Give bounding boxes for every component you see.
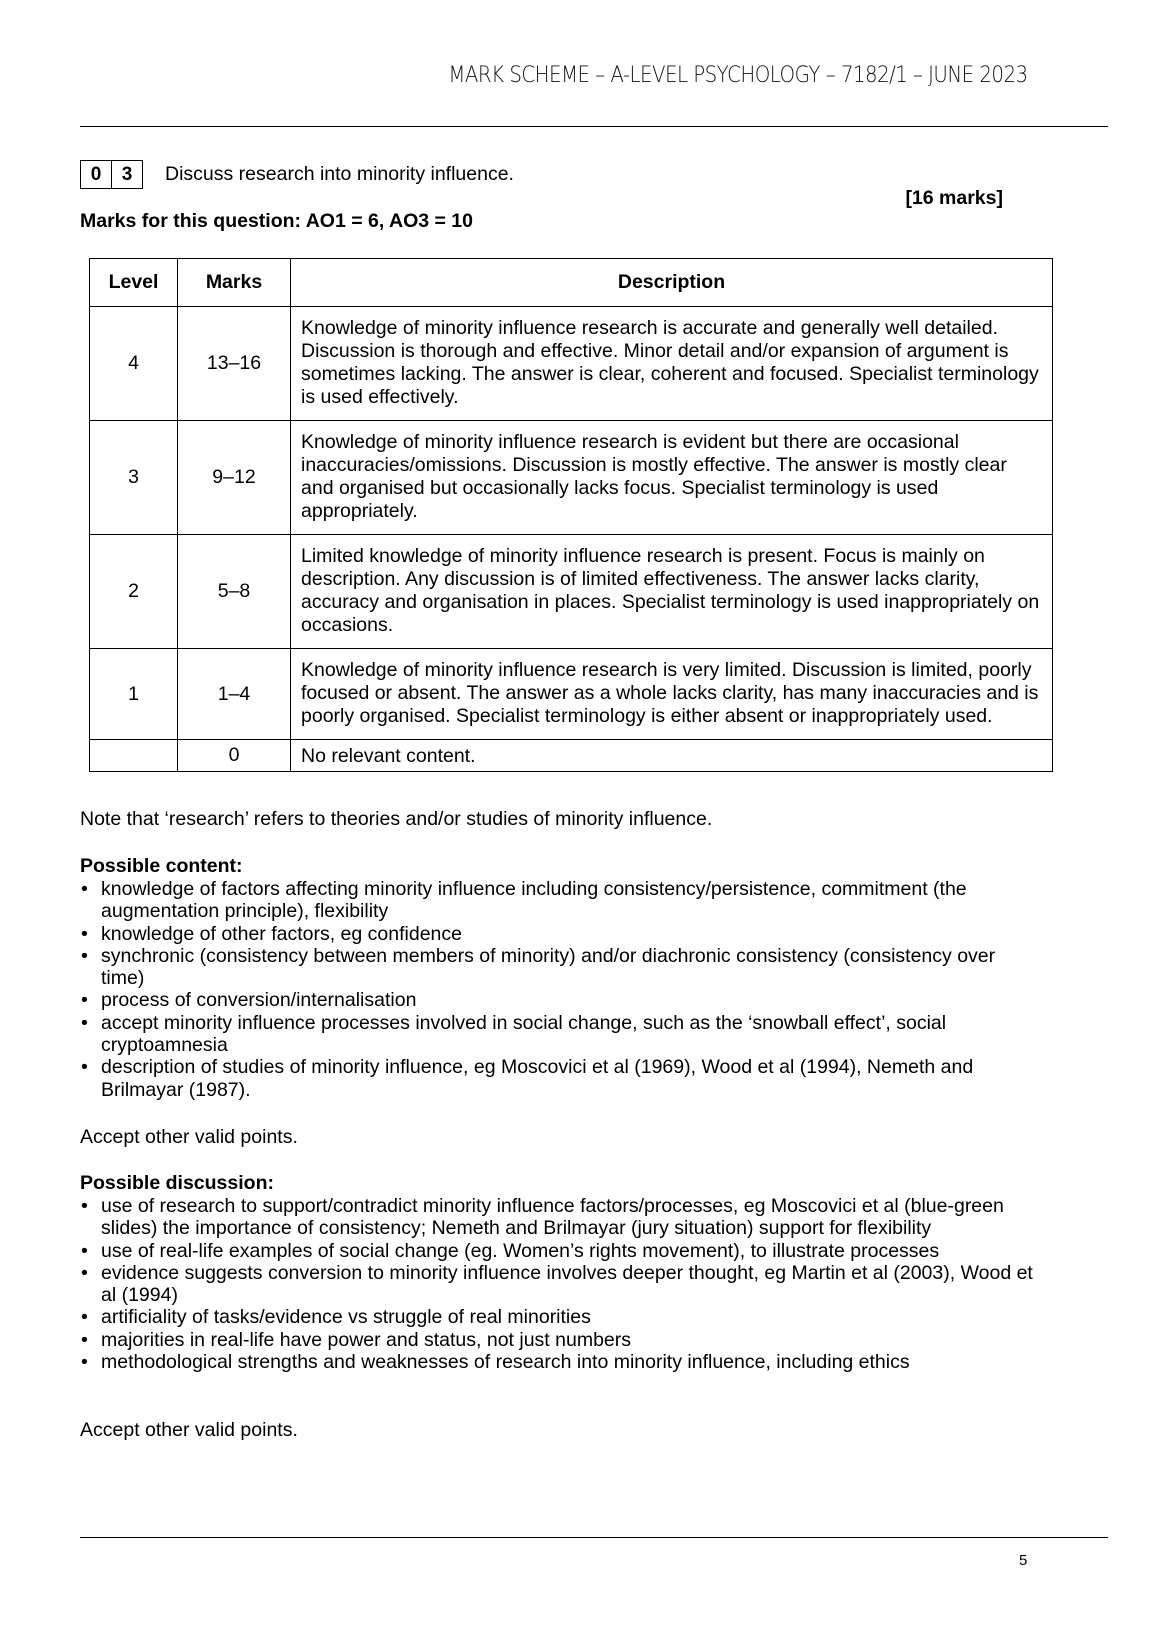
description-cell: Limited knowledge of minority influence research is present. Focus is mainly on description. Any discussion is of limited effectiveness. The answer lacks clarity, accuracy and organisation in places. Specialist terminology is used inappropriately on occasions. [291,535,1053,649]
list-item [80,1329,1040,1351]
description-cell: Knowledge of minority influence research is very limited. Discussion is limited, poorly focused or absent. The answer as a whole lacks clarity, has many inaccuracies and is poorly organised. Specialist terminology is either absent or inappropriately used. [291,649,1053,740]
list-item [80,923,1040,945]
bullet-icon: • [81,1195,88,1217]
level-cell: 2 [90,535,178,649]
list-item-text: majorities in real-life have power and status, not just numbers [101,1328,632,1351]
table-header-row [90,259,1053,307]
ao-breakdown: Marks for this question: AO1 = 6, AO3 = 10 [80,210,473,232]
list-item-text: use of real-life examples of social change (eg. Women’s rights movement), to illustrate processes [101,1239,940,1262]
bullet-icon: • [81,1261,88,1284]
level-cell: 1 [90,649,178,740]
marks-cell: 13–16 [178,307,291,421]
list-item [80,1306,1040,1328]
bullet-icon: • [81,1328,88,1351]
possible-discussion-section [80,1172,1040,1373]
section-heading: Possible content: [80,855,243,877]
content-list [80,878,1040,1101]
description-cell: No relevant content. [291,740,1053,772]
list-item [80,878,1040,923]
bullet-icon: • [81,922,88,945]
table-row [90,740,1053,772]
section-heading: Possible discussion: [80,1172,274,1194]
table-row [90,649,1053,740]
bullet-icon: • [81,1056,88,1079]
marks-cell: 9–12 [178,421,291,535]
document-header-title: MARK SCHEME – A-LEVEL PSYCHOLOGY – 7182/1 – JUNE 2023 [448,63,1028,88]
accept-other-points: Accept other valid points. [80,1126,298,1148]
marks-cell: 5–8 [178,535,291,649]
page-number: 5 [1019,1552,1028,1569]
level-cell [90,740,178,772]
question-number-box [80,160,143,189]
description-cell: Knowledge of minority influence research is evident but there are occasional inaccuracies/omissions. Discussion is mostly effective. The answer is mostly clear and organised but occasionally lacks focus. Specialist terminology is used appropriately. [291,421,1053,535]
bullet-icon: • [81,989,88,1012]
list-item-text: artificiality of tasks/evidence vs struggle of real minorities [101,1306,591,1329]
bullet-icon: • [81,1306,88,1329]
list-item-text: synchronic (consistency between members of minority) and/or diachronic consistency (consistency over time) [101,944,996,990]
table-row [90,535,1053,649]
list-item [80,1012,1040,1057]
list-item-text: evidence suggests conversion to minority influence involves deeper thought, eg Martin et al (2003), Wood et al (1994) [101,1261,1033,1307]
list-item-text: process of conversion/internalisation [101,989,417,1012]
level-cell: 4 [90,307,178,421]
column-header-description: Description [291,259,1053,307]
level-cell: 3 [90,421,178,535]
bullet-icon: • [81,1351,88,1374]
total-marks: [16 marks] [905,187,1003,209]
accept-other-points: Accept other valid points. [80,1419,298,1441]
list-item [80,989,1040,1011]
question-number-digit: 3 [111,161,142,188]
list-item-text: accept minority influence processes involved in social change, such as the ‘snowball effect’, social cryptoamnesia [101,1011,947,1057]
footer-divider [80,1537,1108,1538]
table-row [90,307,1053,421]
bullet-icon: • [81,1239,88,1262]
list-item [80,1195,1040,1240]
list-item-text: knowledge of other factors, eg confidence [101,922,462,945]
marks-cell: 1–4 [178,649,291,740]
levels-table [89,258,1053,772]
bullet-icon: • [81,944,88,967]
list-item-text: use of research to support/contradict minority influence factors/processes, eg Moscovici et al (blue-green slides) the importance of consistency; Nemeth and Brilmayar (jury situation) support for flexibility [101,1195,1004,1240]
marks-cell: 0 [178,740,291,772]
description-cell: Knowledge of minority influence research is accurate and generally well detailed. Discussion is thorough and effective. Minor detail and/or expansion of argument is sometimes lacking. The answer is clear, coherent and focused. Specialist terminology is used effectively. [291,307,1053,421]
question-number-digit: 0 [90,164,102,185]
list-item [80,1351,1040,1373]
question-text: Discuss research into minority influence. [165,163,514,185]
bullet-icon: • [81,1011,88,1034]
bullet-icon: • [81,878,88,900]
possible-content-section [80,855,1040,1101]
table-row [90,421,1053,535]
research-note: Note that ‘research’ refers to theories and/or studies of minority influence. [80,808,713,830]
list-item [80,1240,1040,1262]
list-item [80,1056,1040,1101]
list-item-text: description of studies of minority influence, eg Moscovici et al (1969), Wood et al (1994), Nemeth and Brilmayar (1987). [101,1056,974,1101]
column-header-level: Level [90,259,178,307]
list-item [80,1262,1040,1307]
column-header-marks: Marks [178,259,291,307]
header-divider [80,126,1108,127]
list-item-text: methodological strengths and weaknesses of research into minority influence, including ethics [101,1351,910,1374]
list-item [80,945,1040,990]
list-item-text: knowledge of factors affecting minority influence including consistency/persistence, commitment (the augmentation principle), flexibility [101,878,967,923]
discussion-list [80,1195,1040,1373]
